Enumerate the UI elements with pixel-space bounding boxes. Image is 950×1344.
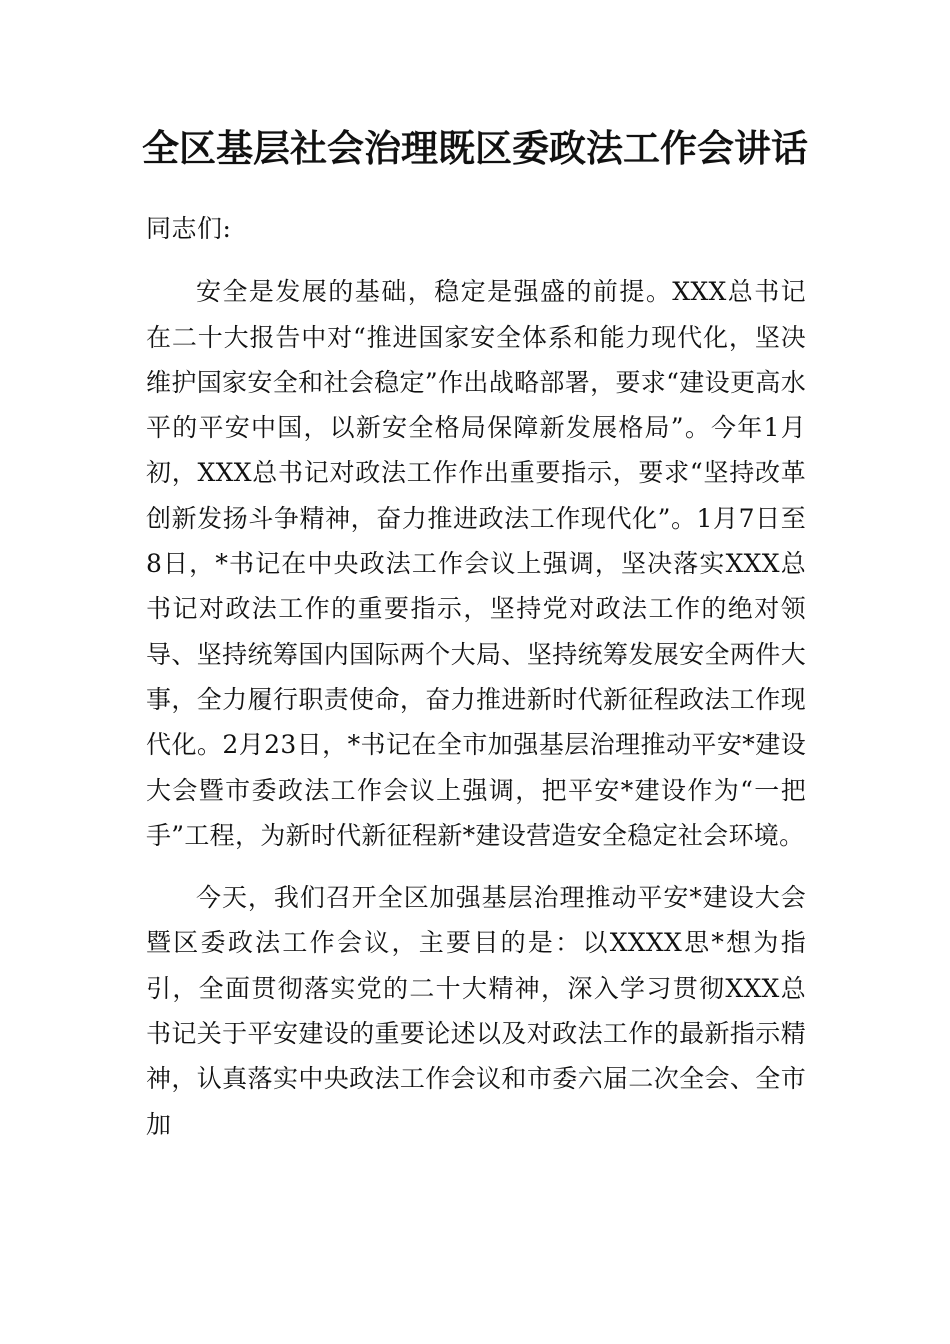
document-title: 全区基层社会治理既区委政法工作会讲话 — [142, 126, 808, 170]
paragraph-2: 今天，我们召开全区加强基层治理推动平安*建设大会暨区委政法工作会议，主要目的是：以XXXX思*想为指引，全面贯彻落实党的二十大精神，深入学习贯彻XXX总书记关于平安建设的重要论述以及对政法工作的最新指示精神，认真落实中央政法工作会议和市委六届二次全会、全市加 — [146, 883, 806, 1139]
document-body — [146, 206, 806, 1164]
greeting: 同志们: — [146, 214, 232, 243]
paragraph-1: 安全是发展的基础，稳定是强盛的前提。XXX总书记在二十大报告中对“推进国家安全体系和能力现代化，坚决维护国家安全和社会稳定”作出战略部署，要求“建设更高水平的平安中国，以新安全格局保障新发展格局”。今年1月初，XXX总书记对政法工作作出重要指示，要求“坚持改革创新发扬斗争精神，奋力推进政法工作现代化”。1月7日至8日，*书记在中央政法工作会议上强调，坚决落实XXX总书记对政法工作的重要指示，坚持党对政法工作的绝对领导、坚持统筹国内国际两个大局、坚持统筹发展安全两件大事，全力履行职责使命，奋力推进新时代新征程政法工作现代化。2月23日，*书记在全市加强基层治理推动平安*建设大会暨市委政法工作会议上强调，把平安*建设作为“一把手”工程，为新时代新征程新*建设营造安全稳定社会环境。 — [146, 277, 806, 850]
